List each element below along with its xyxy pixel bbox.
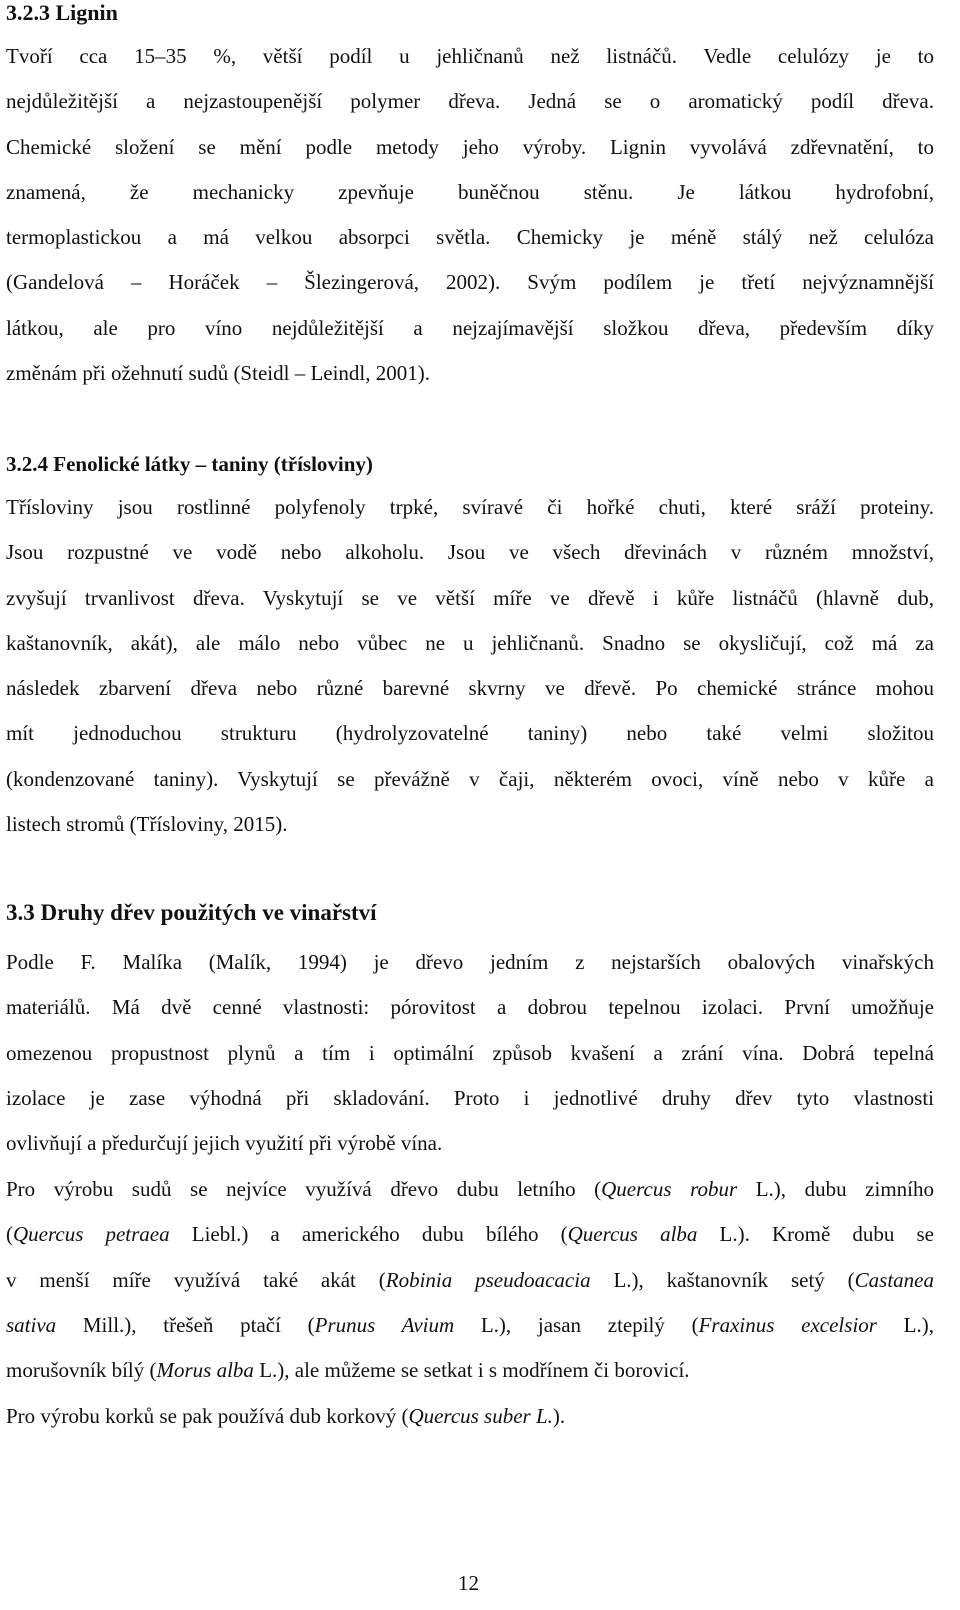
text-line: látkou, ale pro víno nejdůležitější a nejzajímavější složkou dřeva, především díky	[6, 315, 934, 340]
text-run: L.), dubu zimního	[737, 1177, 934, 1201]
section-heading-druhy-drev: 3.3 Druhy dřev použitých ve vinařství	[6, 900, 377, 925]
text-line: Třísloviny jsou rostlinné polyfenoly trpké, svíravé či hořké chuti, které sráží proteiny.	[6, 495, 934, 519]
text-line: Chemické složení se mění podle metody jeho výroby. Lignin vyvolává zdřevnatění, to	[6, 134, 934, 159]
species-name: Quercus suber L.	[408, 1404, 553, 1428]
text-run: Pro výrobu korků se pak používá dub korkový (	[6, 1404, 409, 1428]
species-name: Quercus robur	[601, 1177, 738, 1201]
text-line	[6, 1303, 934, 1348]
text-line: listech stromů (Třísloviny, 2015).	[6, 812, 288, 837]
text-line: Tvoří cca 15–35 %, větší podíl u jehličnanů než listnáčů. Vedle celulózy je to	[6, 44, 934, 68]
text-run: v menší míře využívá také akát (	[6, 1267, 386, 1292]
paragraph-cork	[6, 1394, 934, 1439]
text-line: nejdůležitější a nejzastoupenější polymer dřeva. Jedná se o aromatický podíl dřeva.	[6, 89, 934, 114]
text-line: znamená, že mechanicky zpevňuje buněčnou stěnu. Je látkou hydrofobní,	[6, 179, 934, 204]
text-run: L.), jasan ztepilý (	[454, 1312, 699, 1337]
text-line: Podle F. Malíka (Malík, 1994) je dřevo jedním z nejstarších obalových vinařských	[6, 950, 934, 974]
text-line: ovlivňují a předurčují jejich využití při výrobě vína.	[6, 1131, 443, 1156]
section-heading-fenolicke-latky: 3.2.4 Fenolické látky – taniny (třísloviny)	[6, 452, 373, 476]
text-run: L.), ale můžeme se setkat i s modřínem či borovicí.	[253, 1358, 690, 1383]
text-run: L.). Kromě dubu se	[697, 1222, 934, 1247]
paragraph-lignin	[6, 34, 934, 396]
text-line	[6, 1167, 934, 1212]
text-line	[6, 1348, 934, 1393]
species-name: Quercus alba	[567, 1222, 698, 1247]
text-run: Liebl.) a amerického dubu bílého (	[169, 1222, 568, 1247]
page-number: 12	[458, 1571, 479, 1595]
text-line: (Gandelová – Horáček – Šlezingerová, 2002). Svým podílem je třetí nejvýznamnější	[6, 270, 934, 295]
text-line: kaštanovník, akát), ale málo nebo vůbec ne u jehličnanů. Snadno se okysličují, což má za	[6, 630, 934, 655]
text-line: materiálů. Má dvě cenné vlastnosti: pórovitost a dobrou tepelnou izolaci. První umožňuje	[6, 995, 934, 1020]
text-line: omezenou propustnost plynů a tím i optimální způsob kvašení a zrání vína. Dobrá tepelná	[6, 1040, 934, 1065]
text-line: zvyšují trvanlivost dřeva. Vyskytují se ve větší míře ve dřevě i kůře listnáčů (hlavně dub,	[6, 585, 934, 610]
text-run: morušovník bílý (	[6, 1358, 157, 1383]
text-run: L.),	[876, 1312, 934, 1337]
paragraph-wood-species	[6, 1167, 934, 1393]
text-run: (	[6, 1222, 13, 1247]
text-line	[6, 1258, 934, 1303]
text-line: izolace je zase výhodná při skladování. Proto i jednotlivé druhy dřev tyto vlastnosti	[6, 1085, 934, 1110]
text-line: termoplastickou a má velkou absorpci světla. Chemicky je méně stálý než celulóza	[6, 225, 934, 250]
text-line	[6, 1394, 934, 1439]
text-run: L.), kaštanovník setý (	[590, 1267, 855, 1292]
text-line: následek zbarvení dřeva nebo různé barevné skvrny ve dřevě. Po chemické stránce mohou	[6, 676, 934, 701]
text-line: Jsou rozpustné ve vodě nebo alkoholu. Jsou ve všech dřevinách v různém množství,	[6, 540, 934, 565]
species-name: Fraxinus excelsior	[698, 1312, 877, 1337]
species-name: Quercus petraea	[13, 1222, 170, 1247]
species-name: Robinia pseudoacacia	[385, 1267, 591, 1292]
species-name: Castanea	[854, 1267, 934, 1292]
paragraph-druhy-drev-intro	[6, 940, 934, 1166]
text-line	[6, 1212, 934, 1257]
text-run: Pro výrobu sudů se nejvíce využívá dřevo dubu letního (	[6, 1177, 602, 1201]
text-run: ).	[552, 1404, 566, 1428]
section-heading-lignin: 3.2.3 Lignin	[6, 0, 118, 25]
text-line: (kondenzované taniny). Vyskytují se převážně v čaji, některém ovoci, víně nebo v kůře a	[6, 766, 934, 791]
species-name: sativa	[6, 1312, 57, 1337]
species-name: Prunus Avium	[314, 1312, 455, 1337]
text-line: změnám při ožehnutí sudů (Steidl – Leindl, 2001).	[6, 361, 430, 386]
text-line: mít jednoduchou strukturu (hydrolyzovatelné taniny) nebo také velmi složitou	[6, 721, 934, 746]
species-name: Morus alba	[156, 1358, 254, 1383]
text-run: Mill.), třešeň ptačí (	[56, 1312, 315, 1337]
paragraph-fenolicke-latky	[6, 485, 934, 847]
